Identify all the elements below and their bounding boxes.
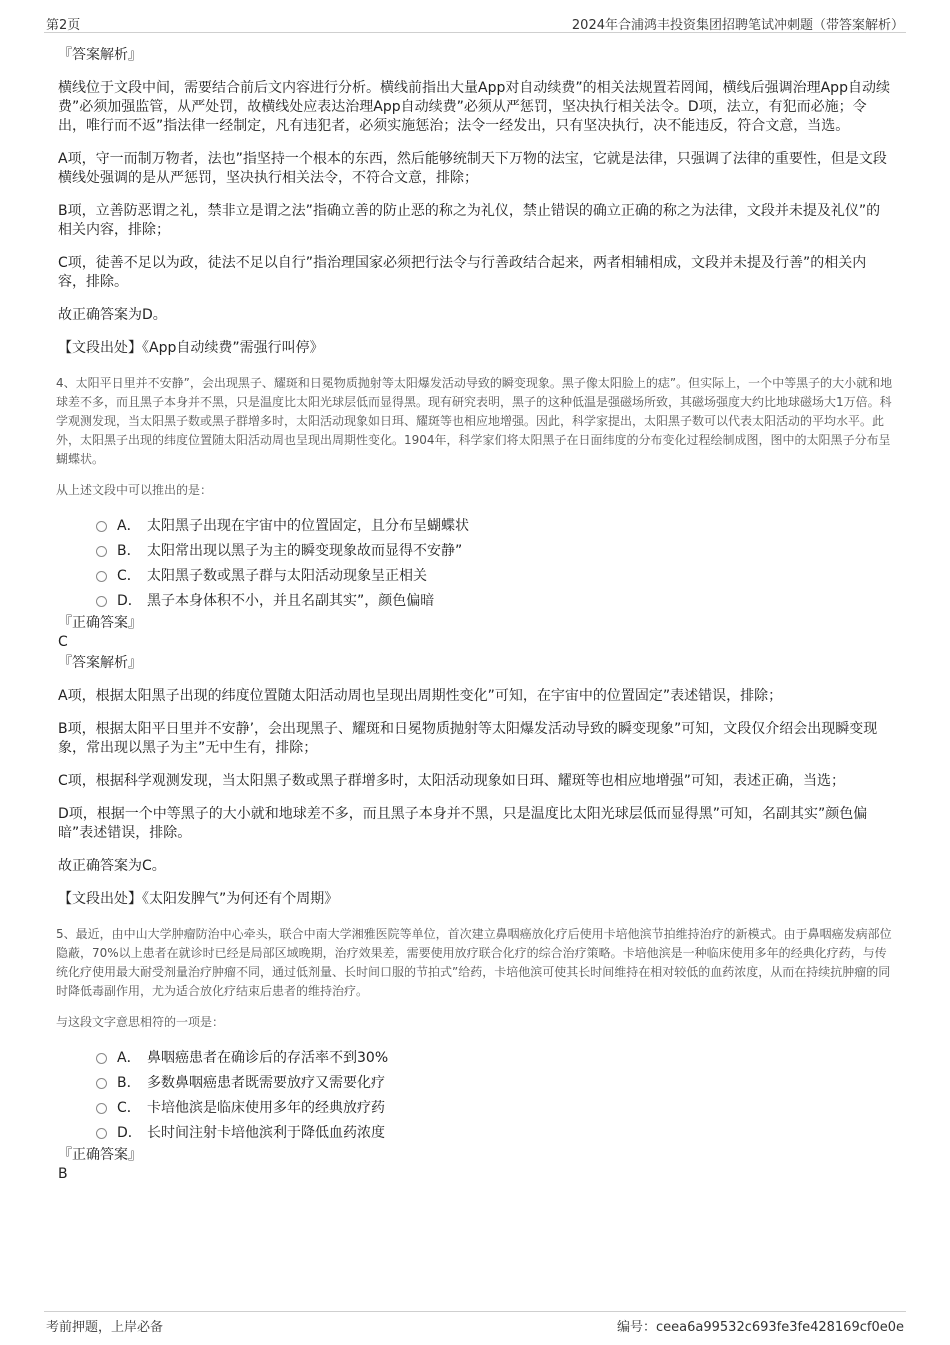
correct-answer-label: 『正确答案』	[58, 615, 142, 631]
option-text: 鼻咽癌患者在确诊后的存活率不到30%	[147, 1049, 389, 1066]
analysis-conclusion: 故正确答案为C。	[58, 858, 166, 874]
page-number: 第2页	[46, 18, 81, 33]
source-citation: 【文段出处】《App‬自动续费”需强行叫停》	[58, 340, 324, 356]
document-title: 2024年合浦鸿丰投资集团招聘笔试冲刺题（带答案解析）	[571, 18, 904, 33]
radio-icon[interactable]	[96, 596, 107, 607]
correct-answer: B	[58, 1166, 68, 1182]
question-text: 4、太阳平日里并不‬安静”，会出现黑子、耀斑和日冕物质抛射等太阳爆发活动导致的瞬变现象。黑子像太阳‬脸上的痣”。但实际上，一个中等黑子的大小就和地球差不多，而且黑子本身并不黑，只是温度比太阳光球层低而显得黑。现有研究表明，黑子的这种低温是强磁场所致，其磁场强度大约比地球磁场大1万倍。科学观测发现，当太阳黑子数或黑子群增多时，太阳活动现象如日珥、耀斑等也相应地增强。因此，科学家提出，太阳黑子数可以代表太阳活动的平均水平。此外，太阳黑子出现的纬度位置随太阳活动周也呈现出周期性变化。1904年，科学家们将太阳黑子在日面纬度的分布变化过程绘制成图，图中的太阳黑子分布呈蝴蝶状。	[56, 376, 893, 466]
option-text: 太阳黑子出现在宇宙中的位置固定，且分布呈蝴蝶状	[147, 517, 469, 534]
option-d[interactable]	[96, 587, 894, 612]
analysis-label: 『答案解析』	[58, 655, 142, 671]
option-text: 多数鼻咽癌患者既需要放疗又需要化疗	[147, 1074, 385, 1091]
option-text: 长时间注射卡培他滨利于降低血药浓度	[147, 1124, 385, 1141]
analysis-paragraph: D项，根据‬一个中等黑子的大小就和地球差不多，而且黑子本身并不黑，只是温度比太阳光球层低而显得黑”可知，‬名副其实”‬颜色偏暗”表述错误，排除。	[58, 806, 868, 841]
option-text: 卡培他滨是临床使用多年的经典放疗药	[147, 1099, 385, 1116]
correct-answer: C	[58, 634, 68, 650]
answer-options	[96, 512, 894, 612]
option-letter: B．	[117, 542, 141, 559]
analysis-paragraph: C项，根据‬科学观测发现，当太阳黑子数或黑子群增多时，太阳活动现象如日珥、耀斑等也相应地增强”可知，表述正确，当选；	[58, 773, 846, 789]
option-letter: D．	[117, 1124, 142, 1141]
question-text: 5、最近，由中山大学肿瘤防治中心牵头，联合中南大学湘雅医院等单位，首次建立鼻咽癌放化疗后使用卡培他滨节拍维持治疗的新模式。由于鼻咽癌发病部位隐蔽，70%以上患者在就诊时已经是局部区域晚期，治疗效果差，需要使用放疗联合化疗的综合治疗策略。卡培他滨是一种临床使用多年的经典化疗药，与传统化疗使用最大耐受剂量治疗肿瘤不同，通过低剂量、长时间口服的‬节拍式”给药，卡培他滨可使其长时间维持在相对较低的血药浓度，从而在持续抗肿瘤的同时降低毒副作用，尤为适合放化疗结束后患者的维持治疗。	[56, 927, 892, 998]
radio-icon[interactable]	[96, 1053, 107, 1064]
radio-icon[interactable]	[96, 521, 107, 532]
option-a[interactable]	[96, 512, 894, 537]
question-prompt: 从上述文段中可以推出的是：	[56, 483, 213, 497]
option-letter: D．	[117, 592, 142, 609]
radio-icon[interactable]	[96, 571, 107, 582]
radio-icon[interactable]	[96, 546, 107, 557]
analysis-paragraph: B项，根据‬太阳平日里并不‬安静’，会出现黑子、耀斑和日冕物质抛射等太阳爆发活动导致的瞬变现象”可知，文段仅介绍会出现瞬变现象，‬常出现以黑子为主”无中生有，排除；	[58, 721, 878, 756]
option-text: 黑子本身体积不小，并且‬名副其实”，颜色偏暗	[147, 592, 435, 609]
analysis-paragraph: A项，根据‬太阳黑子出现的纬度位置随太阳活动周也呈现出周期性变化”可知，‬在宇宙中的位置固定”表述错误，排除；	[58, 688, 783, 704]
option-letter: B．	[117, 1074, 141, 1091]
option-b[interactable]	[96, 537, 894, 562]
analysis-paragraph: C项，‬徒善不足以为政，徒法不足以自行”指治理国家必须把行法令与行善政结合起来，两者相辅相成，文段并未提及‬行善”的相关内容，排除。	[58, 255, 867, 290]
analysis-section-q3	[56, 46, 894, 358]
page-header	[44, 8, 906, 33]
option-letter: C．	[117, 567, 141, 584]
page-content	[56, 46, 894, 1186]
page-footer	[44, 1311, 906, 1336]
correct-answer-label: 『正确答案』	[58, 1147, 142, 1163]
answer-options	[96, 1044, 894, 1144]
document-code: 编号：ceea6a99532c693fe3fe428169cf0e0e	[617, 1320, 904, 1335]
option-letter: A．	[117, 1049, 141, 1066]
option-letter: C．	[117, 1099, 141, 1116]
radio-icon[interactable]	[96, 1128, 107, 1139]
analysis-paragraph: B项，‬立善防恶谓之礼，禁非立是谓之法”指确立善的防止恶的称之为礼仪，禁止错误的确立正确的称之为法律，文段并未提及‬礼仪”的相关内容，排除；	[58, 203, 881, 238]
analysis-paragraph: 横线位于文段中间，需要结合前后文内容进行分析。横线前指出大量App对‬自动续费”的相关法规置若罔闻，横线后强调治理App‬自动续费”必须加强监管，从严处罚，故横线处应表达治理App‬自动续费”必须从严惩罚，坚决执行相关法令。D项，‬法立，有犯而必施；令出，唯行而不返”指法律一经制定，凡有违犯者，必须实施惩治；法令一经发出，只有坚决执行，决不能违反，符合文意，当选。	[58, 80, 890, 134]
radio-icon[interactable]	[96, 1078, 107, 1089]
analysis-paragraph: A项，‬守一而制万物者，法也”指坚持一个根本的东西，然后能够统制天下万物的法宝，它就是法律，只强调了法律的重要性，但是文段横线处强调的是从严惩罚，坚决执行相关法令，不符合文意，排除；	[58, 151, 887, 186]
question-prompt: 与这段文字意思相符的一项是：	[56, 1015, 225, 1029]
option-b[interactable]	[96, 1069, 894, 1094]
analysis-label: 『答案解析』	[58, 47, 142, 63]
option-c[interactable]	[96, 1094, 894, 1119]
analysis-conclusion: 故正确答案为D。	[58, 307, 167, 323]
footer-slogan: 考前押题，上岸必备	[46, 1320, 164, 1335]
question-4	[56, 374, 894, 909]
option-letter: A．	[117, 517, 141, 534]
source-citation: 【文段出处】《太阳‬发脾气”为何还有个周期》	[58, 891, 339, 907]
option-text: 太阳黑子数或黑子群与太阳活动现象呈正相关	[147, 567, 427, 584]
option-d[interactable]	[96, 1119, 894, 1144]
option-text: 太阳常出现以黑子为主的瞬变现象故而显得不‬安静”	[147, 542, 463, 559]
question-5	[56, 925, 894, 1184]
option-a[interactable]	[96, 1044, 894, 1069]
radio-icon[interactable]	[96, 1103, 107, 1114]
option-c[interactable]	[96, 562, 894, 587]
